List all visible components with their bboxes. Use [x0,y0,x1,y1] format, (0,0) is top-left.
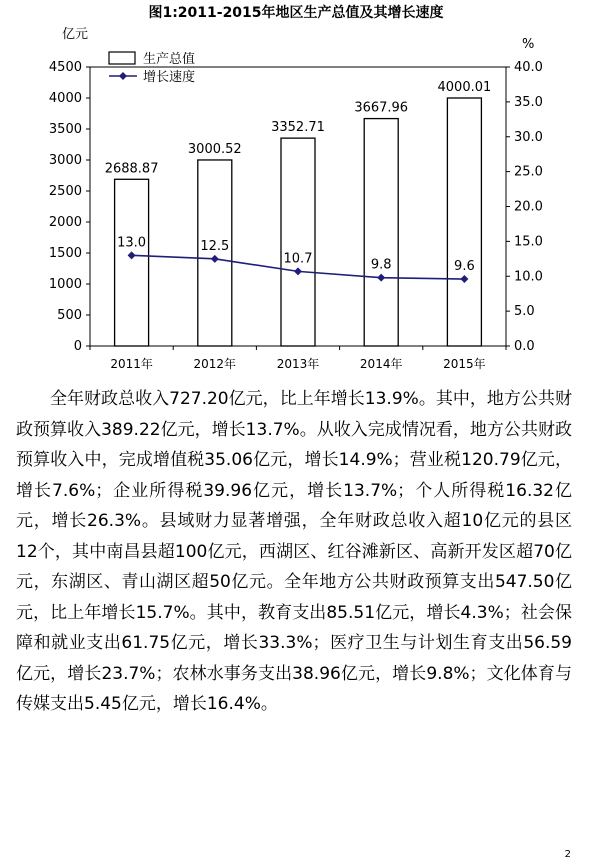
y-left-tick-label: 2000 [48,215,82,230]
y-left-tick-label: 1500 [48,246,82,261]
growth-value-label: 9.6 [454,259,475,275]
body-paragraph: 全年财政总收入727.20亿元，比上年增长13.9%。其中，地方公共财政预算收入389.22亿元，增长13.7%。从收入完成情况看，地方公共财政预算收入中，完成增值税35.06亿元，增长14.9%；营业税120.79亿元，增长7.6%；企业所得税39.96亿元，增长13.7%；个人所得税16.32亿元，增长26.3%。县域财力显著增强，全年财政总收入超10亿元的县区12个，其中南昌县超100亿元，西湖区、红谷滩新区、高新开发区超70亿元，东湖区、青山湖区超50亿元。全年地方公共财政预算支出547.50亿元，比上年增长15.7%。其中，教育支出85.51亿元，增长4.3%；社会保障和就业支出61.75亿元，增长33.3%；医疗卫生与计划生育支出56.59亿元，增长23.7%；农林水事务支出38.96亿元，增长9.8%；文化体育与传媒支出5.45亿元，增长16.4%。 [16,389,572,714]
legend-bar-label: 生产总值 [143,52,196,67]
y-left-tick-label: 4000 [48,91,82,106]
bar-value-label: 3667.96 [354,100,409,116]
x-tick-label: 2014年 [359,357,403,371]
y-right-tick-label: 15.0 [514,234,543,250]
x-tick-label: 2013年 [276,357,320,371]
growth-value-label: 10.7 [283,251,313,267]
legend-line-label: 增长速度 [143,70,196,85]
bar [115,179,149,346]
page-number: 2 [564,849,571,860]
y-left-tick-label: 2500 [48,184,82,199]
y-right-tick-label: 10.0 [514,269,543,285]
chart-title: 图1:2011-2015年地区生产总值及其增长速度 [148,5,444,21]
chart-legend [109,51,195,85]
bar-value-label: 3000.52 [187,141,242,157]
plot-area [49,60,543,371]
bar [364,119,398,346]
y-right-tick-label: 0.0 [514,339,535,354]
y-right-tick-label: 25.0 [514,164,543,180]
y-left-tick-label: 4500 [48,60,82,75]
y-left-tick-label: 500 [57,308,82,323]
bar [281,138,315,346]
growth-value-label: 9.8 [370,257,392,273]
gdp-growth-chart [0,0,591,380]
bar [447,98,481,346]
bar-value-label: 3352.71 [271,120,325,136]
y-right-tick-label: 35.0 [514,94,543,110]
legend-line-marker [119,72,127,80]
y-right-tick-label: 20.0 [514,199,543,215]
y-right-unit: % [522,37,535,52]
bar-value-label: 4000.01 [437,79,492,95]
x-tick-label: 2015年 [443,357,486,371]
legend-bar-swatch [109,52,135,64]
x-tick-label: 2011年 [110,357,153,371]
x-tick-label: 2012年 [193,357,237,371]
y-left-unit: 亿元 [62,27,89,42]
y-left-tick-label: 3000 [48,153,82,168]
y-right-tick-label: 40.0 [514,60,543,75]
y-left-tick-label: 3500 [48,122,82,137]
y-left-tick-label: 1000 [48,277,82,292]
growth-value-label: 13.0 [117,235,147,251]
y-right-tick-label: 30.0 [514,129,543,145]
growth-value-label: 12.5 [200,238,230,254]
y-left-tick-label: 0 [73,339,82,354]
y-right-tick-label: 5.0 [514,304,535,320]
bar-value-label: 2688.87 [104,161,159,177]
